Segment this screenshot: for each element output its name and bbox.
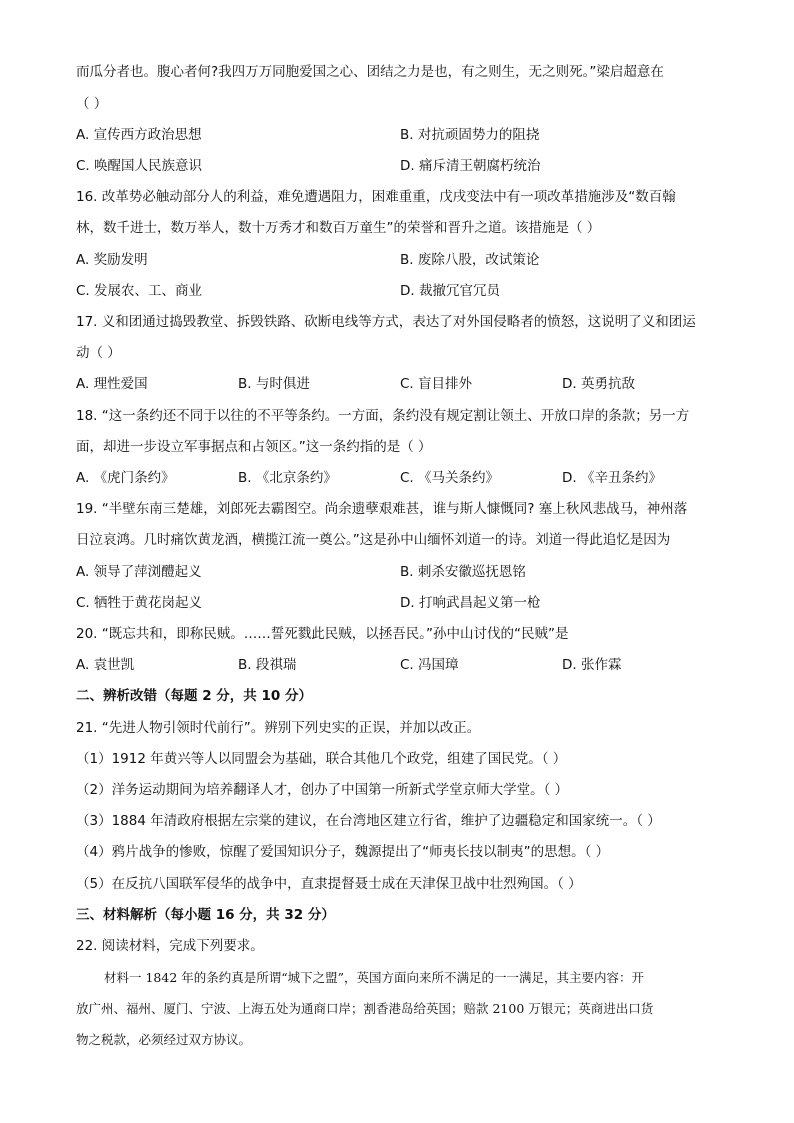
q21-item-4: （4）鸦片战争的惨败，惊醒了爱国知识分子，魏源提出了“师夷长技以制夷”的思想。（ ） [76,844,610,860]
q16-option-b: B. 废除八股，改试策论 [400,252,540,268]
q20-option-d: D. 张作霖 [562,657,622,673]
q21-item-3: （3）1884 年清政府根据左宗棠的建议，在台湾地区建立行省，维护了边疆稳定和国家统一。（ ） [76,813,661,829]
q17-option-d: D. 英勇抗敌 [562,376,635,392]
q18-option-d: D. 《辛丑条约》 [562,470,662,486]
q19-options-row2 [76,593,726,613]
q18-stem-line2: 面，却进一步设立军事据点和占领区。”这一条约指的是（ ） [76,439,432,455]
q16-stem-line1: 16. 改革势必触动部分人的利益，难免遭遇阻力，困难重重，戊戌变法中有一项改革措施涉及“数百翰 [76,189,676,205]
section3-heading: 三、材料解析（每小题 16 分，共 32 分） [76,907,335,923]
q18-options [76,468,726,488]
q17-option-a: A. 理性爱国 [76,376,148,392]
q15-option-b: B. 对抗顽固势力的阻挠 [400,127,540,143]
q21-item-5: （5）在反抗八国联军侵华的战争中，直隶提督聂士成在天津保卫战中壮烈殉国。（ ） [76,876,582,892]
q16-option-c: C. 发展农、工、商业 [76,283,203,299]
q22-stem: 22. 阅读材料，完成下列要求。 [76,938,264,954]
q15-option-c: C. 唤醒国人民族意识 [76,158,203,174]
q19-option-a: A. 领导了萍浏醴起义 [76,564,202,580]
q16-stem-line2: 林，数千进士，数万举人，数十万秀才和数百万童生”的荣誉和晋升之道。该措施是（ ） [76,220,601,236]
q18-option-a: A. 《虎门条约》 [76,470,175,486]
q17-stem-line2: 动（ ） [76,345,121,361]
q19-option-b: B. 刺杀安徽巡抚恩铭 [400,564,526,580]
q17-option-c: C. 盲目排外 [400,376,473,392]
q19-option-d: D. 打响武昌起义第一枪 [400,595,541,611]
material1-line1: 材料一 1842 年的条约真是所谓“城下之盟”，英国方面向来所不满足的一一满足，其主要内容：开 [104,970,645,985]
q17-stem-line1: 17. 义和团通过捣毁教堂、拆毁铁路、砍断电线等方式，表达了对外国侵略者的愤怒，这说明了义和团运 [76,314,696,330]
q17-options [76,374,726,394]
material1-line2: 放广州、福州、厦门、宁波、上海五处为通商口岸；割香港岛给英国；赔款 2100 万银元；英商进出口货 [76,1001,654,1016]
q15-stem-continued: 而瓜分者也。腹心者何?我四万万同胞爱国之心、团结之力是也，有之则生，无之则死。”梁启超意在 [76,64,664,80]
q21-item-2: （2）洋务运动期间为培养翻译人才，创办了中国第一所新式学堂京师大学堂。（ ） [76,782,569,798]
q20-option-c: C. 冯国璋 [400,657,459,673]
q20-options [76,655,726,675]
q19-stem-line2: 日泣哀鸿。几时痛饮黄龙酒，横揽江流一奠公。”这是孙中山缅怀刘道一的诗。刘道一得此追忆是因为 [76,532,671,548]
q19-options [76,562,726,582]
q21-stem: 21. “先进人物引领时代前行”。辨别下列史实的正误，并加以改正。 [76,720,481,736]
q19-option-c: C. 牺牲于黄花岗起义 [76,595,203,611]
q19-stem-line1: 19. “半壁东南三楚雄，刘郎死去霸图空。尚余遗孽艰难甚，谁与斯人慷慨同? 塞上秋风悲战马，神州落 [76,501,688,517]
q15-option-a: A. 宣传西方政治思想 [76,127,202,143]
q18-stem-line1: 18. “这一条约还不同于以往的不平等条约。一方面，条约没有规定割让领土、开放口岸的条款；另一方 [76,408,690,424]
q15-option-d: D. 痛斥清王朝腐朽统治 [400,158,541,174]
q15-options [76,125,726,145]
q17-option-b: B. 与时俱进 [238,376,310,392]
q15-options-row2 [76,156,726,176]
q15-answer-paren: （ ） [76,96,108,112]
q16-option-d: D. 裁撤冗官冗员 [400,283,500,299]
q18-option-c: C. 《马关条约》 [400,470,500,486]
q16-options-row2 [76,281,726,301]
q20-option-b: B. 段祺瑞 [238,657,297,673]
section2-heading: 二、辨析改错（每题 2 分，共 10 分） [76,688,312,704]
q20-stem: 20. “既忘共和，即称民贼。……誓死戮此民贼，以拯吾民。”孙中山讨伐的“民贼”是 [76,626,569,642]
material1-line3: 物之税款，必须经过双方协议。 [76,1032,252,1047]
q20-option-a: A. 袁世凯 [76,657,135,673]
q16-options [76,250,726,270]
q18-option-b: B. 《北京条约》 [238,470,337,486]
q16-option-a: A. 奖励发明 [76,252,148,268]
q21-item-1: （1）1912 年黄兴等人以同盟会为基础，联合其他几个政党，组建了国民党。（ ） [76,751,567,767]
